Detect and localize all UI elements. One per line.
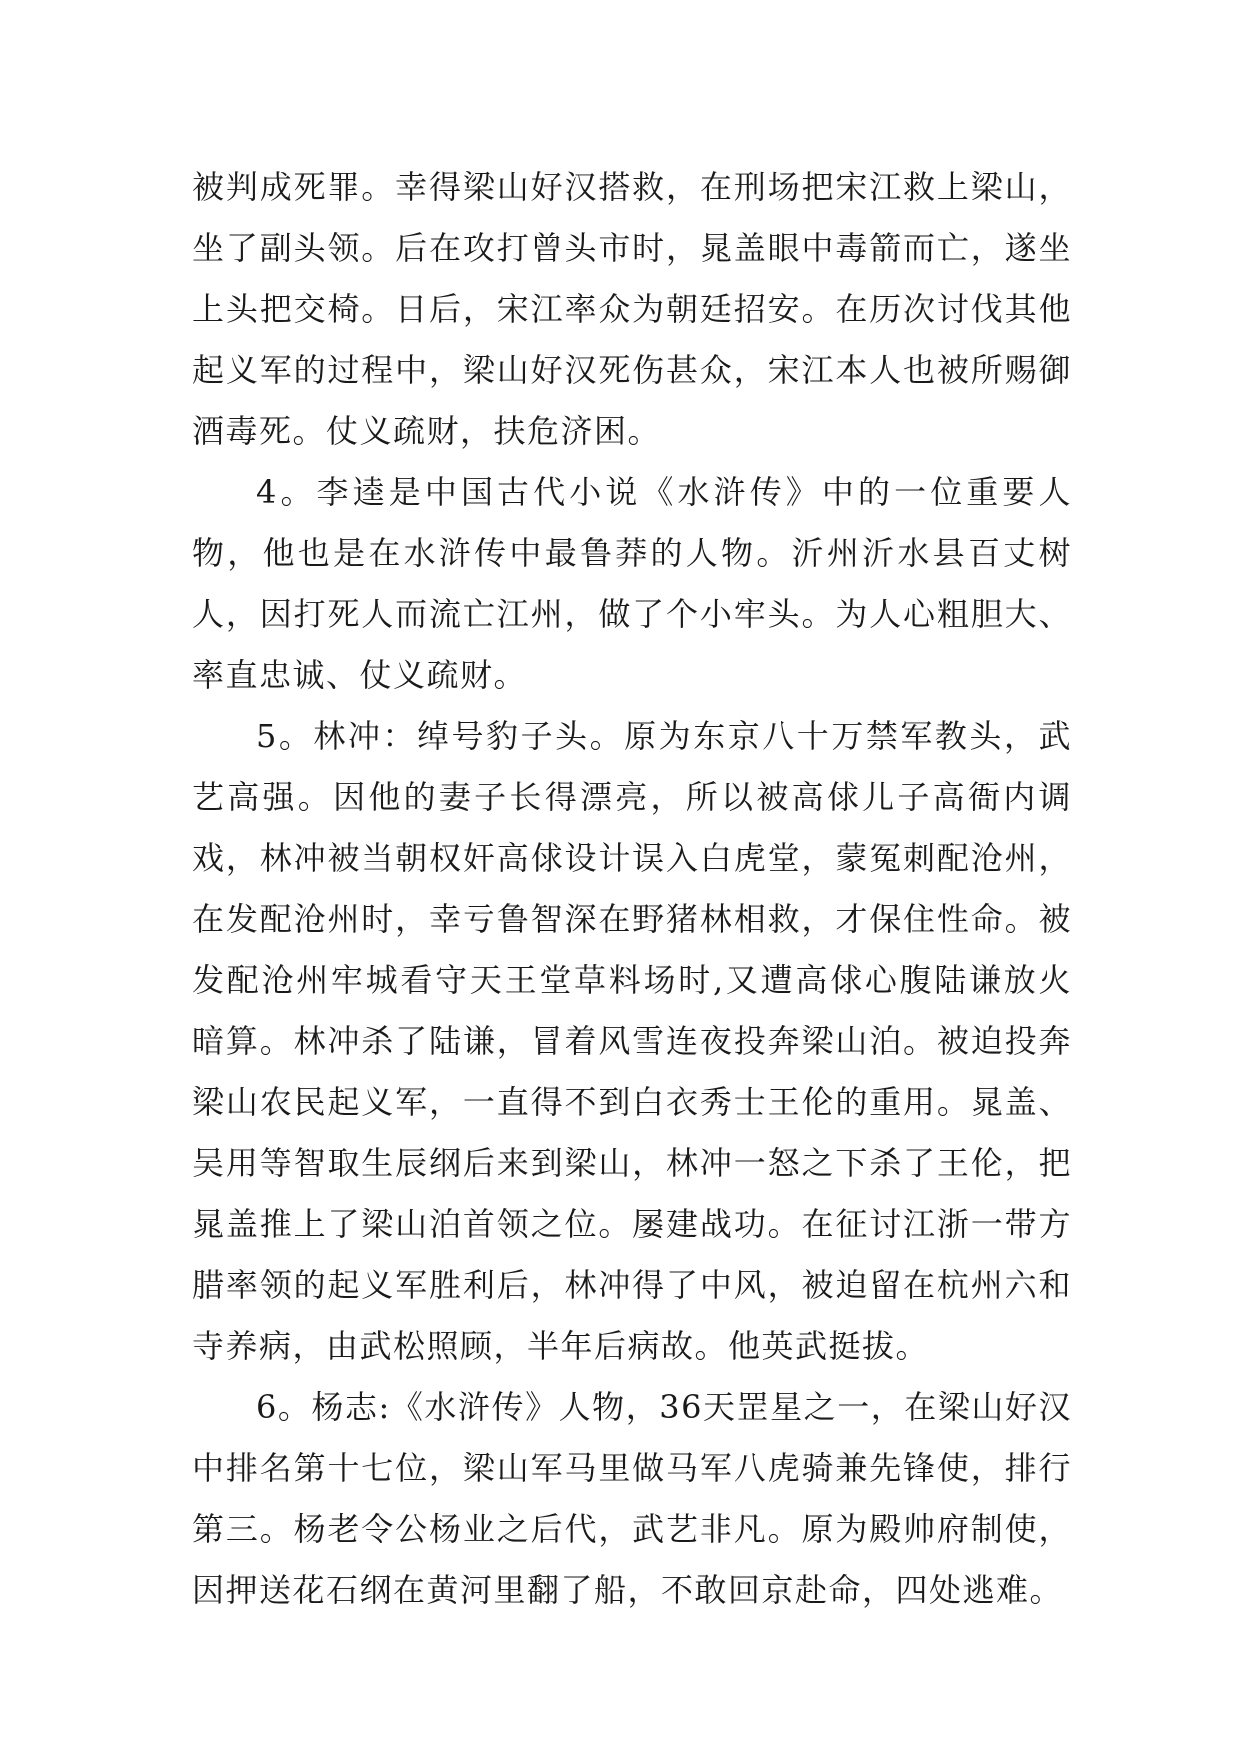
paragraph-li-kui: 4。李逵是中国古代小说《水浒传》中的一位重要人物，他也是在水浒传中最鲁莽的人物。沂州沂水县百丈树人，因打死人而流亡江州，做了个小牢头。为人心粗胆大、率直忠诚、仗义疏财。 [192,473,1072,694]
paragraph-song-jiang-continued: 被判成死罪。幸得梁山好汉搭救，在刑场把宋江救上梁山，坐了副头领。后在攻打曾头市时，晁盖眼中毒箭而亡，遂坐上头把交椅。日后，宋江率众为朝廷招安。在历次讨伐其他起义军的过程中，梁山好汉死伤甚众，宋江本人也被所赐御酒毒死。仗义疏财，扶危济困。 [192,168,1072,450]
paragraph-yang-zhi: 6。杨志:《水浒传》人物，36天罡星之一，在梁山好汉中排名第十七位，梁山军马里做马军八虎骑兼先锋使，排行第三。杨老令公杨业之后代，武艺非凡。原为殿帅府制使，因押送花石纲在黄河里翻了船，不敢回京赴命，四处逃难。 [192,1388,1072,1609]
paragraph-lin-chong: 5。林冲：绰号豹子头。原为东京八十万禁军教头，武艺高强。因他的妻子长得漂亮，所以被高俅儿子高衙内调戏，林冲被当朝权奸高俅设计误入白虎堂，蒙冤刺配沧州，在发配沧州时，幸亏鲁智深在野猪林相救，才保住性命。被发配沧州牢城看守天王堂草料场时,又遭高俅心腹陆谦放火暗算。林冲杀了陆谦，冒着风雪连夜投奔梁山泊。被迫投奔梁山农民起义军，一直得不到白衣秀士王伦的重用。晁盖、吴用等智取生辰纲后来到梁山，林冲一怒之下杀了王伦，把晁盖推上了梁山泊首领之位。屡建战功。在征讨江浙一带方腊率领的起义军胜利后，林冲得了中风，被迫留在杭州六和寺养病，由武松照顾，半年后病故。他英武挺拔。 [192,717,1072,1365]
body-text [192,157,1072,1621]
